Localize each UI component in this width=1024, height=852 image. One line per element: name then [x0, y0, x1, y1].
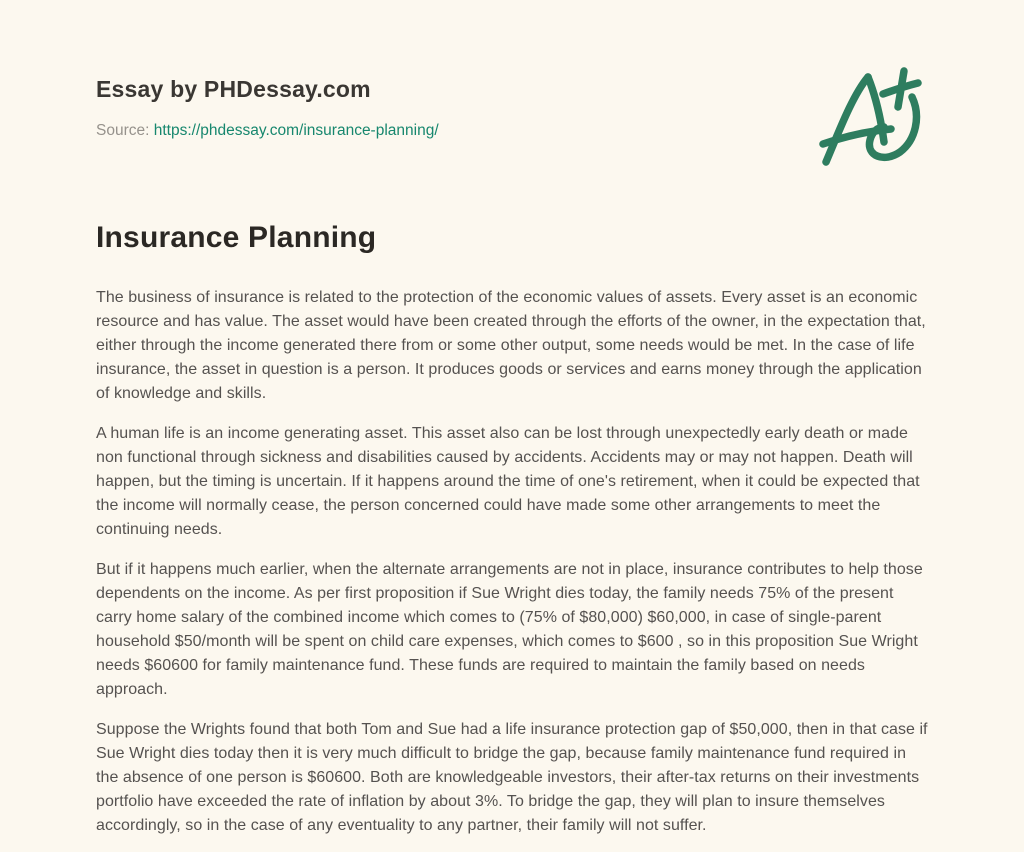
page-header: [96, 76, 932, 142]
essay-paragraph-3: But if it happens much earlier, when the alternate arrangements are not in place, insurance contributes to help those dependents on the income. As per first proposition if Sue Wright dies today, the family needs 75% of the present carry home salary of the combined income which comes to (75% of $80,000) $60,000, in case of single-parent household $50/month will be spent on child care expenses, which comes to $600 , so in this proposition Sue Wright needs $60600 for family maintenance fund. These funds are required to maintain the family based on needs approach.: [96, 561, 923, 698]
source-label: Source:: [96, 122, 150, 139]
site-header-title: Essay by PHDessay.com: [96, 76, 371, 102]
essay-title: Insurance Planning: [96, 221, 377, 254]
essay-paragraph-4: Suppose the Wrights found that both Tom and Sue had a life insurance protection gap of $50,000, then in that case if Sue Wright dies today then it is very much difficult to bridge the gap, because family maintenance fund required in the absence of one person is $60600. Both are knowledgeable investors, their after-tax returns on their investments portfolio have exceeded the rate of inflation by about 3%. To bridge the gap, they will plan to insure themselves accordingly, so in the case of any eventuality to any partner, their family will not suffer.: [96, 721, 928, 834]
essay-paragraph-2: A human life is an income generating asset. This asset also can be lost through unexpectedly early death or made non functional through sickness and disabilities caused by accidents. Accidents may or may not happen. Death will happen, but the timing is uncertain. If it happens around the time of one's retirement, when it could be expected that the income will normally cease, the person concerned could have made some other arrangements to meet the continuing needs.: [96, 425, 920, 538]
source-link[interactable]: https://phdessay.com/insurance-planning/: [153, 122, 439, 139]
essay-body: [96, 286, 932, 838]
source-line: [96, 120, 932, 142]
essay-paragraph-1: The business of insurance is related to the protection of the economic values of assets. Every asset is an economic resource and has value. The asset would have been created through the efforts of the owner, in the expectation that, either through the income generated there from or some other output, some needs would be met. In the case of life insurance, the asset in question is a person. It produces goods or services and earns money through the application of knowledge and skills.: [96, 289, 926, 402]
a-plus-logo-icon: [818, 64, 928, 166]
